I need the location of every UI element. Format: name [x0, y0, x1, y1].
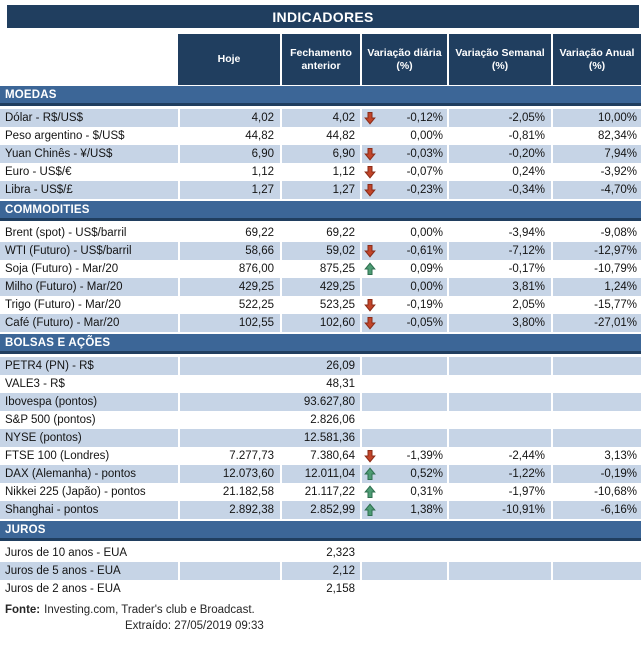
cell-fechamento-anterior: 21.117,22 — [280, 483, 360, 501]
cell-variacao-semanal — [447, 357, 551, 375]
row-label: Yuan Chinês - ¥/US$ — [0, 145, 178, 163]
variacao-diaria-value: -0,07% — [406, 166, 443, 178]
cell-hoje: 69,22 — [178, 224, 280, 242]
section-header-moedas: MOEDAS — [0, 86, 641, 106]
row-label: S&P 500 (pontos) — [5, 414, 96, 426]
table-row — [0, 483, 641, 501]
row-label: Shanghai - pontos — [0, 501, 178, 519]
cell-variacao-diaria — [360, 109, 447, 127]
cell-variacao-anual — [551, 411, 641, 429]
table-row — [0, 163, 641, 181]
arrow-empty-slot — [364, 431, 377, 445]
section-header-bolsas-e-a-es: BOLSAS E AÇÕES — [0, 334, 641, 354]
cell-variacao-semanal: 3,81% — [447, 278, 551, 296]
table-row — [0, 242, 641, 260]
cell-fechamento-anterior: 523,25 — [280, 296, 360, 314]
cell-fechamento-anterior: 12.581,36 — [178, 429, 360, 447]
variacao-diaria-value: 0,52% — [410, 468, 443, 480]
cell-variacao-anual: -12,97% — [551, 242, 641, 260]
cell-fechamento-anterior: 26,09 — [178, 357, 360, 375]
variacao-diaria-value: 0,00% — [410, 227, 443, 239]
cell-variacao-semanal: -7,12% — [447, 242, 551, 260]
cell-variacao-semanal: -10,91% — [447, 501, 551, 519]
section-bottom-gap — [0, 598, 641, 600]
cell-hoje: 2.892,38 — [178, 501, 280, 519]
source-line — [0, 602, 641, 618]
table-row — [0, 278, 641, 296]
row-label: Peso argentino - $/US$ — [5, 130, 125, 142]
table-row — [0, 260, 641, 278]
table-row — [0, 411, 641, 429]
row-label: DAX (Alemanha) - pontos — [0, 465, 178, 483]
cell-variacao-semanal: -0,20% — [447, 145, 551, 163]
cell-hoje: 1,27 — [178, 181, 280, 199]
arrow-empty-slot — [364, 359, 377, 373]
cell-fechamento-anterior: 2,158 — [280, 580, 360, 598]
variacao-diaria-value: -0,03% — [406, 148, 443, 160]
cell-variacao-semanal — [447, 375, 551, 393]
cell-variacao-diaria — [360, 145, 447, 163]
table-row — [0, 357, 641, 375]
arrow-down-icon — [364, 298, 377, 312]
row-label: Café (Futuro) - Mar/20 — [0, 314, 178, 332]
variacao-diaria-value: 1,38% — [410, 504, 443, 516]
cell-variacao-anual: -10,79% — [551, 260, 641, 278]
cell-variacao-diaria — [360, 357, 447, 375]
variacao-diaria-value: -1,39% — [406, 450, 443, 462]
table-row — [0, 393, 641, 411]
arrow-down-icon — [364, 165, 377, 179]
variacao-diaria-value: -0,12% — [406, 112, 443, 124]
arrow-down-icon — [364, 316, 377, 330]
cell-variacao-semanal: -0,17% — [447, 260, 551, 278]
cell-variacao-anual: 82,34% — [551, 127, 641, 145]
cell-hoje — [178, 580, 280, 598]
row-label: NYSE (pontos) — [0, 429, 178, 447]
cell-variacao-anual: -10,68% — [551, 483, 641, 501]
cell-variacao-diaria — [360, 242, 447, 260]
cell-fechamento-anterior: 6,90 — [280, 145, 360, 163]
cell-variacao-anual: -27,01% — [551, 314, 641, 332]
cell-variacao-anual: -3,92% — [551, 163, 641, 181]
cell-hoje — [178, 562, 280, 580]
cell-variacao-anual: -0,19% — [551, 465, 641, 483]
cell-hoje: 7.277,73 — [178, 447, 280, 465]
cell-hoje: 522,25 — [178, 296, 280, 314]
cell-variacao-diaria — [360, 562, 447, 580]
column-header-row — [0, 34, 641, 85]
row-label: Milho (Futuro) - Mar/20 — [0, 278, 178, 296]
cell-variacao-diaria — [360, 465, 447, 483]
cell-hoje — [178, 544, 280, 562]
row-label: PETR4 (PN) - R$ — [0, 357, 178, 375]
row-label: Dólar - R$/US$ — [0, 109, 178, 127]
row-label: Juros de 5 anos - EUA — [0, 562, 178, 580]
table-row — [0, 314, 641, 332]
cell-fechamento-anterior: 1,27 — [280, 181, 360, 199]
header-label-spacer — [0, 34, 178, 85]
cell-fechamento-anterior: 59,02 — [280, 242, 360, 260]
table-row — [0, 580, 641, 598]
arrow-empty-slot — [364, 280, 377, 294]
cell-variacao-diaria — [360, 483, 447, 501]
cell-variacao-semanal: -0,81% — [447, 127, 551, 145]
arrow-down-icon — [364, 244, 377, 258]
cell-hoje: 12.073,60 — [178, 465, 280, 483]
cell-variacao-semanal: 3,80% — [447, 314, 551, 332]
cell-variacao-diaria — [360, 278, 447, 296]
cell-variacao-diaria — [360, 224, 447, 242]
cell-fechamento-anterior: 44,82 — [280, 127, 360, 145]
cell-variacao-anual — [551, 393, 641, 411]
cell-variacao-semanal — [447, 393, 551, 411]
cell-hoje: 1,12 — [178, 163, 280, 181]
cell-variacao-semanal — [447, 429, 551, 447]
cell-fechamento-anterior: 1,12 — [280, 163, 360, 181]
extracted-timestamp: Extraído: 27/05/2019 09:33 — [125, 620, 264, 632]
cell-variacao-diaria — [360, 260, 447, 278]
variacao-diaria-value: -0,19% — [406, 299, 443, 311]
table-row — [0, 109, 641, 127]
arrow-down-icon — [364, 183, 377, 197]
arrow-up-icon — [364, 485, 377, 499]
cell-variacao-anual — [551, 357, 641, 375]
cell-variacao-anual: -4,70% — [551, 181, 641, 199]
arrow-up-icon — [364, 467, 377, 481]
row-label: Juros de 2 anos - EUA — [5, 583, 121, 595]
column-header-variacao-semanal: Variação Semanal (%) — [447, 34, 551, 85]
column-header-fechamento-anterior: Fechamento anterior — [280, 34, 360, 85]
arrow-up-icon — [364, 503, 377, 517]
page-title: INDICADORES — [7, 5, 639, 28]
table-row — [0, 181, 641, 199]
cell-fechamento-anterior: 2.826,06 — [178, 411, 360, 429]
row-label: Juros de 10 anos - EUA — [5, 547, 128, 559]
cell-variacao-semanal: -1,22% — [447, 465, 551, 483]
cell-variacao-diaria — [360, 447, 447, 465]
arrow-down-icon — [364, 147, 377, 161]
cell-fechamento-anterior: 69,22 — [280, 224, 360, 242]
cell-variacao-anual — [551, 562, 641, 580]
cell-variacao-semanal: -0,34% — [447, 181, 551, 199]
cell-variacao-semanal: 2,05% — [447, 296, 551, 314]
cell-hoje: 21.182,58 — [178, 483, 280, 501]
variacao-diaria-value: 0,00% — [410, 130, 443, 142]
cell-variacao-diaria — [360, 501, 447, 519]
cell-fechamento-anterior: 7.380,64 — [280, 447, 360, 465]
table-row — [0, 544, 641, 562]
row-label: Nikkei 225 (Japão) - pontos — [5, 486, 146, 498]
table-row — [0, 429, 641, 447]
cell-variacao-anual: 7,94% — [551, 145, 641, 163]
arrow-up-icon — [364, 262, 377, 276]
variacao-diaria-value: 0,31% — [410, 486, 443, 498]
cell-variacao-diaria — [360, 375, 447, 393]
arrow-empty-slot — [364, 129, 377, 143]
cell-hoje: 44,82 — [178, 127, 280, 145]
cell-variacao-diaria — [360, 580, 447, 598]
arrow-down-icon — [364, 449, 377, 463]
column-header-variacao-anual: Variação Anual (%) — [551, 34, 641, 85]
cell-variacao-diaria — [360, 127, 447, 145]
cell-variacao-diaria — [360, 544, 447, 562]
cell-fechamento-anterior: 48,31 — [178, 375, 360, 393]
table-row — [0, 224, 641, 242]
variacao-diaria-value: -0,61% — [406, 245, 443, 257]
table-row — [0, 562, 641, 580]
cell-variacao-anual — [551, 544, 641, 562]
cell-variacao-diaria — [360, 411, 447, 429]
table-row — [0, 447, 641, 465]
arrow-empty-slot — [364, 413, 377, 427]
arrow-empty-slot — [364, 377, 377, 391]
row-label: Brent (spot) - US$/barril — [5, 227, 127, 239]
column-header-hoje: Hoje — [178, 34, 280, 85]
row-label: WTI (Futuro) - US$/barril — [0, 242, 178, 260]
cell-variacao-anual — [551, 375, 641, 393]
table-row — [0, 145, 641, 163]
footer — [0, 602, 641, 634]
cell-variacao-semanal — [447, 544, 551, 562]
cell-hoje: 4,02 — [178, 109, 280, 127]
column-header-variacao-diaria: Variação diária (%) — [360, 34, 447, 85]
arrow-empty-slot — [364, 582, 377, 596]
cell-variacao-semanal — [447, 411, 551, 429]
arrow-down-icon — [364, 111, 377, 125]
cell-variacao-anual: -15,77% — [551, 296, 641, 314]
row-label: Trigo (Futuro) - Mar/20 — [5, 299, 121, 311]
cell-variacao-diaria — [360, 393, 447, 411]
cell-variacao-anual: 1,24% — [551, 278, 641, 296]
cell-variacao-diaria — [360, 314, 447, 332]
row-label: Euro - US$/€ — [5, 166, 72, 178]
cell-hoje: 6,90 — [178, 145, 280, 163]
cell-fechamento-anterior: 2,323 — [280, 544, 360, 562]
row-label: FTSE 100 (Londres) — [5, 450, 110, 462]
cell-variacao-anual — [551, 580, 641, 598]
table-row — [0, 501, 641, 519]
source-text: Investing.com, Trader's club e Broadcast. — [44, 604, 255, 616]
variacao-diaria-value: 0,09% — [410, 263, 443, 275]
cell-fechamento-anterior: 875,25 — [280, 260, 360, 278]
cell-variacao-anual: 10,00% — [551, 109, 641, 127]
table-row — [0, 296, 641, 314]
variacao-diaria-value: -0,05% — [406, 317, 443, 329]
cell-variacao-semanal: -2,05% — [447, 109, 551, 127]
cell-variacao-anual — [551, 429, 641, 447]
arrow-empty-slot — [364, 546, 377, 560]
cell-fechamento-anterior: 2.852,99 — [280, 501, 360, 519]
cell-fechamento-anterior: 2,12 — [280, 562, 360, 580]
arrow-empty-slot — [364, 226, 377, 240]
cell-variacao-semanal — [447, 562, 551, 580]
cell-variacao-diaria — [360, 296, 447, 314]
table-row — [0, 465, 641, 483]
cell-variacao-diaria — [360, 429, 447, 447]
arrow-empty-slot — [364, 395, 377, 409]
row-label: Soja (Futuro) - Mar/20 — [5, 263, 119, 275]
cell-fechamento-anterior: 4,02 — [280, 109, 360, 127]
variacao-diaria-value: -0,23% — [406, 184, 443, 196]
section-header-juros: JUROS — [0, 521, 641, 541]
variacao-diaria-value: 0,00% — [410, 281, 443, 293]
cell-variacao-anual: -6,16% — [551, 501, 641, 519]
cell-hoje: 58,66 — [178, 242, 280, 260]
cell-hoje: 876,00 — [178, 260, 280, 278]
source-label: Fonte: — [5, 604, 41, 616]
table-row — [0, 375, 641, 393]
row-label: Ibovespa (pontos) — [0, 393, 178, 411]
cell-hoje: 429,25 — [178, 278, 280, 296]
indicators-table — [0, 86, 641, 600]
arrow-empty-slot — [364, 564, 377, 578]
table-row — [0, 127, 641, 145]
cell-fechamento-anterior: 12.011,04 — [280, 465, 360, 483]
cell-variacao-anual: 3,13% — [551, 447, 641, 465]
cell-variacao-anual: -9,08% — [551, 224, 641, 242]
cell-variacao-diaria — [360, 181, 447, 199]
cell-variacao-semanal: -1,97% — [447, 483, 551, 501]
cell-fechamento-anterior: 93.627,80 — [178, 393, 360, 411]
row-label: VALE3 - R$ — [5, 378, 65, 390]
cell-variacao-semanal: -2,44% — [447, 447, 551, 465]
cell-variacao-semanal — [447, 580, 551, 598]
section-header-commodities: COMMODITIES — [0, 201, 641, 221]
cell-hoje: 102,55 — [178, 314, 280, 332]
cell-variacao-semanal: -3,94% — [447, 224, 551, 242]
cell-variacao-diaria — [360, 163, 447, 181]
row-label: Libra - US$/£ — [0, 181, 178, 199]
cell-fechamento-anterior: 429,25 — [280, 278, 360, 296]
cell-variacao-semanal: 0,24% — [447, 163, 551, 181]
cell-fechamento-anterior: 102,60 — [280, 314, 360, 332]
